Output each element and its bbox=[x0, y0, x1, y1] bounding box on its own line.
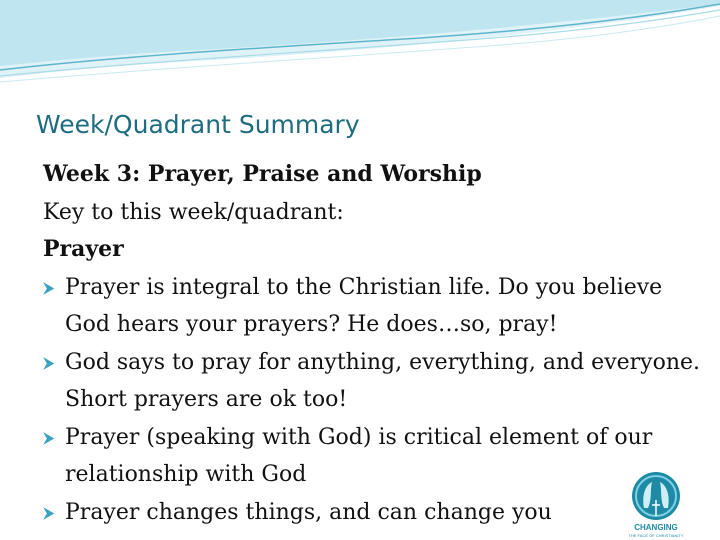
bullet-text: Prayer is integral to the Christian life. Do you believe God hears your prayers? He does…so, pray! bbox=[65, 274, 663, 337]
double-chevron-icon: ⮞ bbox=[43, 502, 55, 522]
double-chevron-icon: ⮞ bbox=[43, 427, 55, 447]
week-heading: Week 3: Prayer, Praise and Worship bbox=[43, 161, 482, 187]
bullet-item bbox=[43, 344, 703, 419]
bullet-item bbox=[43, 419, 703, 494]
topic-heading: Prayer bbox=[43, 236, 124, 262]
bullet-text: Prayer changes things, and can change you bbox=[65, 499, 552, 525]
double-chevron-icon: ⮞ bbox=[43, 352, 55, 372]
bullet-text: Prayer (speaking with God) is critical element of our relationship with God bbox=[65, 424, 653, 487]
changing-logo bbox=[618, 470, 694, 538]
logo-text: CHANGING bbox=[634, 523, 678, 532]
header-wave-decoration bbox=[0, 0, 720, 90]
slide-body bbox=[43, 156, 703, 531]
slide-title: Week/Quadrant Summary bbox=[36, 110, 360, 139]
bullet-item bbox=[43, 494, 703, 532]
bullet-item bbox=[43, 269, 703, 344]
key-line: Key to this week/quadrant: bbox=[43, 199, 344, 225]
bullet-text: God says to pray for anything, everything, and everyone. Short prayers are ok too! bbox=[65, 349, 701, 412]
logo-subtext: THE FACE OF CHRISTIANITY bbox=[628, 533, 684, 538]
double-chevron-icon: ⮞ bbox=[43, 277, 55, 297]
